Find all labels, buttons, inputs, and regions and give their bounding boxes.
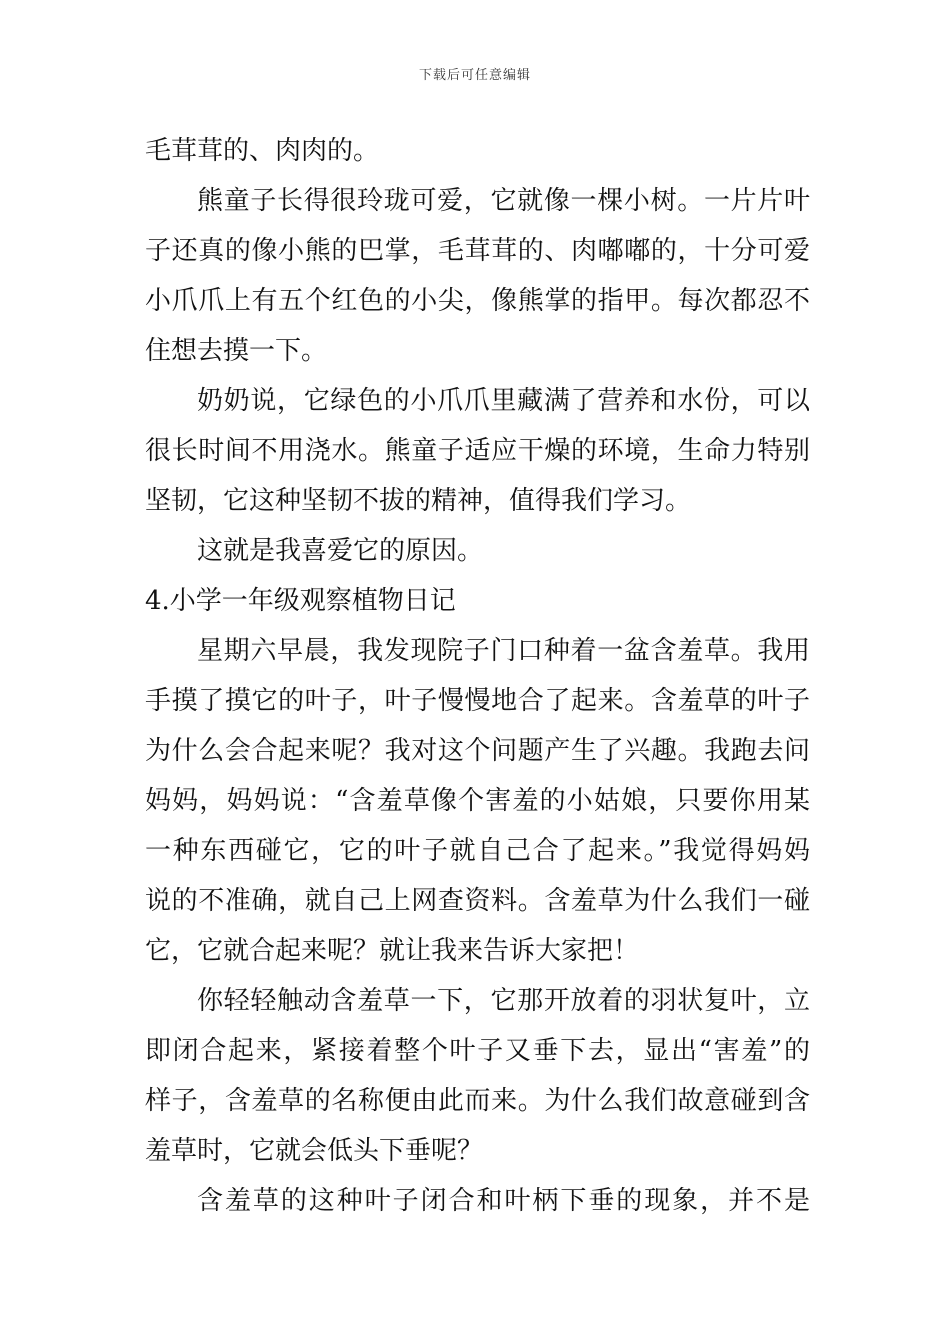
text-line: 很长时间不用浇水。熊童子适应干燥的环境，生命力特别 <box>145 436 810 466</box>
text-line: 它，它就合起来呢？就让我来告诉大家把！ <box>145 936 640 966</box>
document-body <box>145 126 810 1226</box>
page-header: 下载后可任意编辑 <box>418 68 531 83</box>
text-line: 熊童子长得很玲珑可爱，它就像一棵小树。一片片叶 <box>197 186 810 216</box>
text-line: 星期六早晨，我发现院子门口种着一盆含羞草。我用 <box>197 636 810 666</box>
text-line: 坚韧，它这种坚韧不拔的精神，值得我们学习。 <box>145 486 692 516</box>
text-line: 含羞草的这种叶子闭合和叶柄下垂的现象，并不是 <box>197 1186 810 1216</box>
text-line: 住想去摸一下。 <box>145 336 328 366</box>
text-line: 说的不准确，就自己上网查资料。含羞草为什么我们一碰 <box>145 886 810 916</box>
text-line: 子还真的像小熊的巴掌，毛茸茸的、肉嘟嘟的，十分可爱 <box>145 236 810 266</box>
text-line: 手摸了摸它的叶子，叶子慢慢地合了起来。含羞草的叶子 <box>145 686 810 716</box>
text-line: 一种东西碰它，它的叶子就自己合了起来。”我觉得妈妈 <box>145 836 810 866</box>
text-line: 毛茸茸的、肉肉的。 <box>145 136 380 166</box>
text-line: 即闭合起来，紧接着整个叶子又垂下去，显出“害羞”的 <box>145 1036 810 1066</box>
text-line: 奶奶说，它绿色的小爪爪里藏满了营养和水份，可以 <box>197 386 810 416</box>
text-line: 样子，含羞草的名称便由此而来。为什么我们故意碰到含 <box>145 1086 810 1116</box>
text-line: 妈妈，妈妈说：“含羞草像个害羞的小姑娘，只要你用某 <box>145 786 810 816</box>
text-line: 小爪爪上有五个红色的小尖，像熊掌的指甲。每次都忍不 <box>145 286 810 316</box>
text-line: 为什么会合起来呢？我对这个问题产生了兴趣。我跑去问 <box>145 736 810 766</box>
section-heading: 4.小学一年级观察植物日记 <box>145 586 456 616</box>
text-line: 你轻轻触动含羞草一下，它那开放着的羽状复叶，立 <box>197 986 810 1016</box>
text-line: 这就是我喜爱它的原因。 <box>197 536 484 566</box>
text-line: 羞草时，它就会低头下垂呢？ <box>145 1136 484 1166</box>
